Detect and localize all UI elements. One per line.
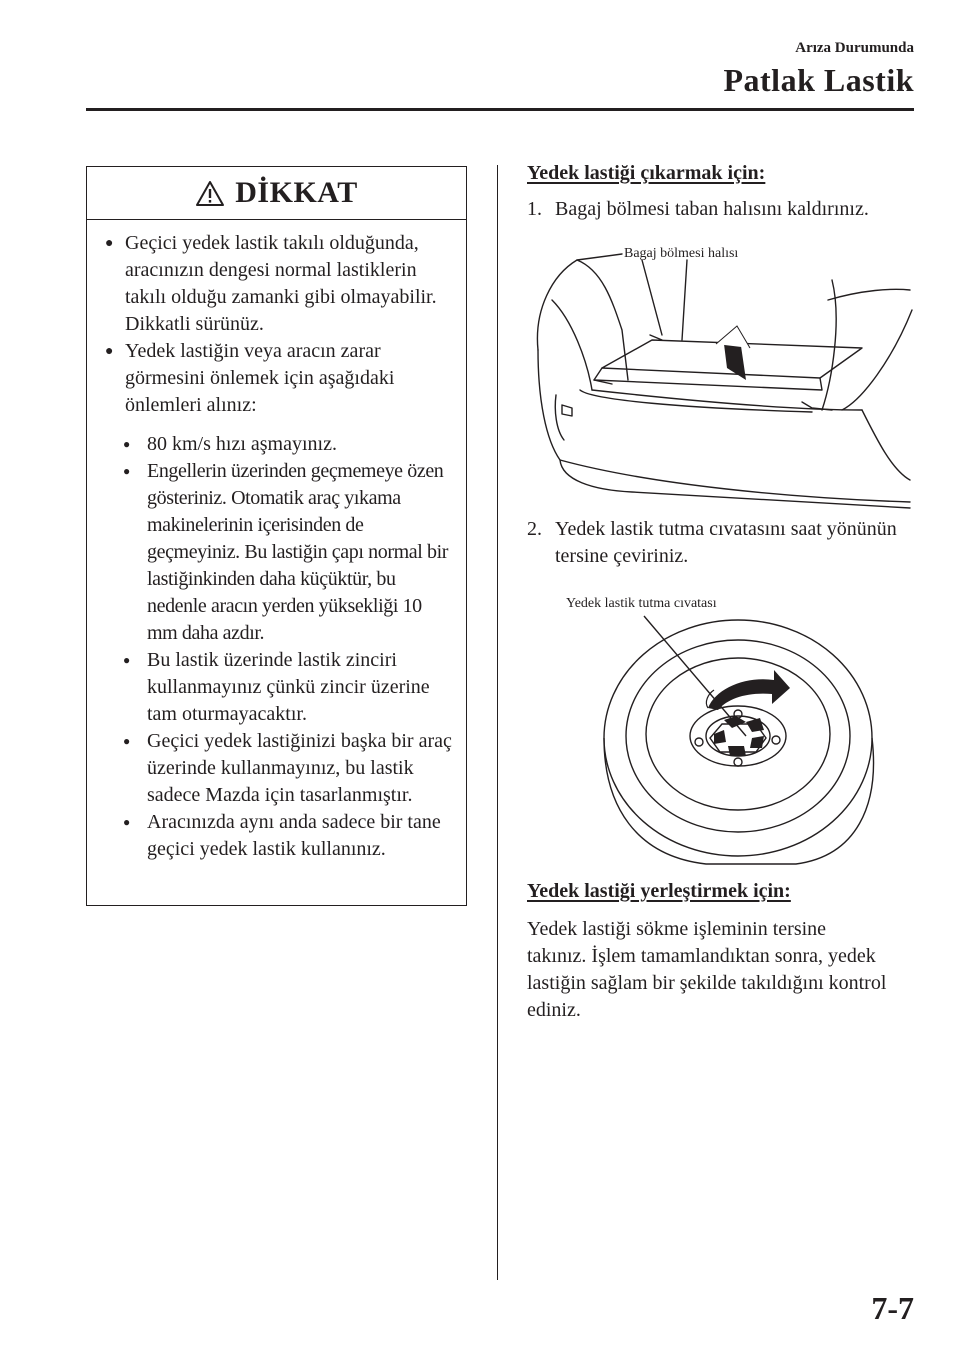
page-title: Patlak Lastik: [723, 62, 914, 98]
caution-title: DİKKAT: [235, 176, 358, 209]
step-2: [527, 516, 927, 570]
bullet-dot-icon: ●: [123, 734, 131, 748]
caution-box: [86, 166, 467, 906]
bullet-dot-icon: ●: [105, 236, 114, 251]
caution-bullet: [105, 338, 452, 419]
warning-icon: [195, 180, 225, 207]
caution-body: [87, 220, 466, 863]
caution-subbullet: [123, 728, 452, 809]
spare-tire-figure: [596, 606, 896, 868]
figure-label-carpet: Bagaj bölmesi halısı: [624, 246, 739, 261]
caution-subbullet-text: Geçici yedek lastiğinizi başka bir araç üzerinde kullanmayınız, bu lastik sadece Mazda için tasarlanmıştır.: [147, 730, 452, 806]
caution-subbullet: [123, 809, 452, 863]
column-divider: [497, 165, 498, 1280]
bullet-dot-icon: ●: [123, 464, 131, 478]
caution-subbullet-text: Engellerin üzerinden geçmemeye özen gösteriniz. Otomatik araç yıkama makinelerinin içerisinden de geçmeyiniz. Bu lastiğin çapı normal bir lastiğinkinden daha küçüktür, bu nedenle aracın yerden yüksekliği 10 mm daha azdır.: [147, 460, 448, 644]
caution-subbullet: [123, 431, 452, 458]
bullet-dot-icon: ●: [123, 437, 131, 451]
step-number: 2.: [527, 518, 542, 540]
install-text: Yedek lastiği sökme işleminin tersine takınız. İşlem tamamlandıktan sonra, yedek lastiğin sağlam bir şekilde takıldığını kontrol ediniz.: [527, 918, 887, 1021]
caution-subbullet: [123, 458, 452, 647]
caution-bullet: [105, 230, 452, 338]
caution-bullet-text: Yedek lastiğin veya aracın zarar görmesini önlemek için aşağıdaki önlemleri alınız:: [125, 340, 395, 416]
caution-bullet-text: Geçici yedek lastik takılı olduğunda, aracınızın dengesi normal lastiklerin takılı olduğu zamanki gibi olmayabilir. Dikkatli sürünüz.: [125, 232, 437, 335]
step-text: Yedek lastik tutma cıvatasını saat yönünün tersine çeviriniz.: [555, 518, 897, 567]
caution-subbullets: [123, 431, 452, 863]
step-text: Bagaj bölmesi taban halısını kaldırınız.: [555, 198, 869, 220]
caution-subbullet-text: 80 km/s hızı aşmayınız.: [147, 433, 337, 455]
figure-label-bolt: Yedek lastik tutma cıvatası: [566, 596, 717, 611]
step-number: 1.: [527, 198, 542, 220]
bullet-dot-icon: ●: [105, 344, 114, 359]
header-rule: [86, 108, 914, 111]
trunk-figure: [532, 240, 914, 510]
step-1: [527, 196, 927, 223]
caution-subbullet-text: Aracınızda aynı anda sadece bir tane geçici yedek lastik kullanınız.: [147, 811, 441, 860]
page-number: 7-7: [871, 1290, 914, 1326]
bullet-dot-icon: ●: [123, 815, 131, 829]
install-heading: Yedek lastiği yerleştirmek için:: [527, 880, 791, 902]
bullet-dot-icon: ●: [123, 653, 131, 667]
section-label: Arıza Durumunda: [795, 40, 914, 56]
remove-heading: Yedek lastiği çıkarmak için:: [527, 162, 766, 184]
caution-header: [87, 167, 466, 220]
caution-subbullet: [123, 647, 452, 728]
caution-subbullet-text: Bu lastik üzerinde lastik zinciri kullanmayınız çünkü zincir üzerine tam oturmayacaktır.: [147, 649, 430, 725]
